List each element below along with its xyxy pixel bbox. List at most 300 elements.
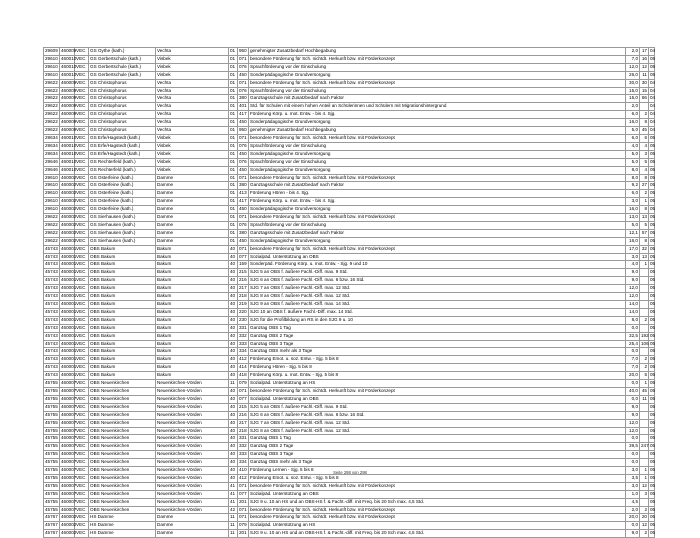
cell-hours: 0,0 [626, 522, 640, 530]
cell-school-id: 29634 [44, 134, 60, 142]
cell-flag: 05 [649, 403, 655, 411]
cell-hours: 17,0 [626, 245, 640, 253]
cell-measure-description: Sonderpädagogische Grundversorgung [249, 237, 626, 245]
cell-flag: 05 [649, 134, 655, 142]
cell-school-id: 45743 [44, 356, 60, 364]
cell-town: Vechta [156, 95, 229, 103]
cell-school-type: 40 [229, 316, 238, 324]
cell-flag: 05 [649, 198, 655, 206]
cell-measure-code: 417 [238, 198, 249, 206]
cell-authority-code: 460001 [60, 332, 75, 340]
cell-flag: 05 [649, 166, 655, 174]
cell-region-code: VEC [75, 451, 89, 459]
cell-flag: 05 [649, 395, 655, 403]
cell-region-code: VEC [75, 435, 89, 443]
cell-school-name: HS Damme [89, 530, 156, 538]
table-row [44, 308, 655, 316]
cell-measure-code: 412 [238, 356, 249, 364]
cell-region-code: VEC [75, 498, 89, 506]
cell-town: Neuenkirchen-Vörden [156, 506, 229, 514]
cell-region-code: VEC [75, 63, 89, 71]
cell-school-name: GS Sierhausen (kath.) [89, 221, 156, 229]
cell-school-id: 29646 [44, 166, 60, 174]
cell-authority-code: 460007 [60, 498, 75, 506]
cell-school-id: 45755 [44, 498, 60, 506]
cell-measure-description: Förderung Emot. u. soz. Entw. - Sjg. 5 bis 8 [249, 474, 626, 482]
cell-authority-code: 460010 [60, 134, 75, 142]
cell-school-type: 01 [229, 182, 238, 190]
cell-school-id: 45755 [44, 403, 60, 411]
cell-hours: 40,0 [626, 387, 640, 395]
cell-flag: 05 [649, 214, 655, 222]
cell-region-code: VEC [75, 482, 89, 490]
table-row [44, 134, 655, 142]
cell-town: Damme [156, 522, 229, 530]
table-row [44, 387, 655, 395]
cell-school-id: 29622 [44, 87, 60, 95]
cell-hours: 3,0 [626, 253, 640, 261]
cell-measure-code: 333 [238, 451, 249, 459]
cell-school-type: 01 [229, 158, 238, 166]
cell-region-code: VEC [75, 142, 89, 150]
cell-region-code: VEC [75, 348, 89, 356]
cell-students: 4 [640, 142, 649, 150]
cell-authority-code: 460001 [60, 316, 75, 324]
cell-school-name: OBS Neuenkirchen [89, 451, 156, 459]
cell-authority-code: 460007 [60, 435, 75, 443]
cell-authority-code: 460010 [60, 55, 75, 63]
cell-school-name: OBS Bakum [89, 285, 156, 293]
cell-town: Bakum [156, 356, 229, 364]
cell-school-name: OBS Bakum [89, 269, 156, 277]
table-row [44, 174, 655, 182]
cell-flag: 05 [649, 71, 655, 79]
cell-measure-description: besondere Förderung für Sch. nichtdt. Herkunft bzw. mit Förderkonzept [249, 482, 626, 490]
cell-town: Damme [156, 514, 229, 522]
cell-town: Visbek [156, 55, 229, 63]
cell-measure-code: 217 [238, 285, 249, 293]
cell-measure-code: 076 [238, 142, 249, 150]
cell-school-id: 45743 [44, 293, 60, 301]
cell-measure-description: Sprachförderung vor der Einschulung [249, 142, 626, 150]
table-row [44, 229, 655, 237]
cell-measure-description: Förderung Körp. u. mot. Entw. - bis 4. Sjg. [249, 198, 626, 206]
cell-flag: 05 [649, 530, 655, 538]
table-row [44, 324, 655, 332]
table-row [44, 55, 655, 63]
cell-town: Neuenkirchen-Vörden [156, 387, 229, 395]
table-row [44, 261, 655, 269]
cell-flag: 05 [649, 482, 655, 490]
cell-measure-description: Sprachförderung vor der Einschulung [249, 158, 626, 166]
cell-school-type: 01 [229, 79, 238, 87]
cell-measure-code: 071 [238, 79, 249, 87]
cell-region-code: VEC [75, 214, 89, 222]
cell-region-code: VEC [75, 356, 89, 364]
table-row [44, 182, 655, 190]
cell-students: 30 [640, 79, 649, 87]
cell-town: Bakum [156, 340, 229, 348]
cell-authority-code: 460009 [60, 95, 75, 103]
cell-measure-description: besondere Förderung für Sch. nichtdt. Herkunft bzw. mit Förderkonzept [249, 134, 626, 142]
table-row [44, 87, 655, 95]
cell-flag: 05 [649, 316, 655, 324]
cell-students: 20 [640, 514, 649, 522]
cell-school-type: 40 [229, 356, 238, 364]
cell-authority-code: 460007 [60, 459, 75, 467]
cell-town: Visbek [156, 150, 229, 158]
cell-authority-code: 460001 [60, 348, 75, 356]
table-row [44, 380, 655, 388]
cell-measure-description: Ganztag OBS 3 Tage [249, 451, 626, 459]
cell-school-name: OBS Bakum [89, 324, 156, 332]
cell-flag: 05 [649, 63, 655, 71]
cell-measure-code: 215 [238, 403, 249, 411]
cell-authority-code: 460009 [60, 87, 75, 95]
cell-school-name: OBS Neuenkirchen [89, 482, 156, 490]
table-row [44, 506, 655, 514]
cell-school-name: OBS Neuenkirchen [89, 419, 156, 427]
cell-school-id: 45743 [44, 348, 60, 356]
cell-measure-code: 410 [238, 467, 249, 475]
cell-hours: 9,0 [626, 530, 640, 538]
cell-hours: 5,0 [626, 150, 640, 158]
cell-measure-description: besondere Förderung für Sch. nichtdt. Herkunft bzw. mit Förderkonzept [249, 55, 626, 63]
cell-students: 6 [640, 134, 649, 142]
cell-town: Visbek [156, 142, 229, 150]
cell-measure-code: 071 [238, 506, 249, 514]
cell-region-code: VEC [75, 103, 89, 111]
cell-school-id: 45743 [44, 308, 60, 316]
cell-measure-description: Ganztagsschule mit Zusatzbedarf nach Faktor [249, 182, 626, 190]
cell-measure-code: 079 [238, 380, 249, 388]
table-row [44, 190, 655, 198]
cell-flag: 04 [649, 127, 655, 135]
cell-town: Damme [156, 190, 229, 198]
cell-region-code: VEC [75, 403, 89, 411]
cell-measure-code: 413 [238, 190, 249, 198]
cell-students: 13 [640, 253, 649, 261]
cell-flag: 05 [649, 293, 655, 301]
table-row [44, 443, 655, 451]
cell-hours: 1,0 [626, 490, 640, 498]
cell-school-name: OBS Neuenkirchen [89, 498, 156, 506]
cell-authority-code: 460001 [60, 364, 75, 372]
cell-measure-description: SJG 9 u. 10 an HS und an OBS-HS f. & Facht.-diff. mit Freq. bis 20 Sch max. 4,5 Std. [249, 498, 626, 506]
cell-school-id: 45755 [44, 411, 60, 419]
cell-measure-description: Sprachförderung vor der Einschulung [249, 87, 626, 95]
cell-town: Neuenkirchen-Vörden [156, 395, 229, 403]
cell-town: Bakum [156, 277, 229, 285]
cell-school-name: OBS Neuenkirchen [89, 403, 156, 411]
cell-school-name: OBS Neuenkirchen [89, 380, 156, 388]
cell-students: 3 [640, 490, 649, 498]
cell-town: Bakum [156, 253, 229, 261]
cell-school-type: 40 [229, 332, 238, 340]
table-row [44, 459, 655, 467]
cell-measure-description: Sonderpädagogische Grundversorgung [249, 150, 626, 158]
table-row [44, 79, 655, 87]
cell-school-type: 40 [229, 364, 238, 372]
cell-students [640, 308, 649, 316]
cell-measure-code: 450 [238, 119, 249, 127]
cell-hours: 16,0 [626, 237, 640, 245]
cell-measure-code: 071 [238, 245, 249, 253]
cell-region-code: VEC [75, 411, 89, 419]
cell-flag: 05 [649, 356, 655, 364]
cell-school-name: OBS Bakum [89, 293, 156, 301]
cell-flag: 05 [649, 261, 655, 269]
cell-authority-code: 460009 [60, 127, 75, 135]
cell-region-code: VEC [75, 324, 89, 332]
cell-measure-description: genehmigter Zusatzbedarf Hochbegabung [249, 48, 626, 56]
cell-measure-code: 216 [238, 277, 249, 285]
table-row [44, 142, 655, 150]
table-row [44, 419, 655, 427]
cell-measure-description: SJG 7 an OBS f. äußere Fachl.-Diff. max. 12 Std. [249, 419, 626, 427]
cell-authority-code: 460009 [60, 103, 75, 111]
cell-town: Bakum [156, 316, 229, 324]
cell-students: 12 [640, 522, 649, 530]
cell-town: Neuenkirchen-Vörden [156, 451, 229, 459]
cell-authority-code: 460002 [60, 530, 75, 538]
cell-flag: 05 [649, 411, 655, 419]
cell-measure-code: 450 [238, 237, 249, 245]
cell-school-id: 45755 [44, 435, 60, 443]
cell-flag: 04 [649, 103, 655, 111]
cell-hours: 16,0 [626, 119, 640, 127]
cell-hours: 2,0 [626, 48, 640, 56]
cell-students [640, 403, 649, 411]
cell-hours: 0,0 [626, 435, 640, 443]
cell-town: Neuenkirchen-Vörden [156, 474, 229, 482]
cell-school-id: 45743 [44, 324, 60, 332]
cell-region-code: VEC [75, 387, 89, 395]
cell-school-id: 29622 [44, 103, 60, 111]
cell-students: 11 [640, 71, 649, 79]
cell-region-code: VEC [75, 530, 89, 538]
cell-measure-description: Ganztag OBS 1 Tag [249, 435, 626, 443]
cell-region-code: VEC [75, 301, 89, 309]
cell-school-type: 01 [229, 134, 238, 142]
cell-hours: 13,0 [626, 214, 640, 222]
table-row [44, 332, 655, 340]
cell-school-name: OBS Bakum [89, 245, 156, 253]
cell-school-name: OBS Bakum [89, 340, 156, 348]
cell-authority-code: 460010 [60, 158, 75, 166]
cell-region-code: VEC [75, 308, 89, 316]
cell-town: Bakum [156, 293, 229, 301]
cell-region-code: VEC [75, 380, 89, 388]
cell-measure-description: SJG 7 an OBS f. äußere Fachl.-Diff. max. 12 Std. [249, 285, 626, 293]
cell-hours: 8,0 [626, 166, 640, 174]
cell-town: Damme [156, 221, 229, 229]
cell-school-id: 29622 [44, 79, 60, 87]
cell-school-name: OBS Neuenkirchen [89, 506, 156, 514]
cell-school-id: 29610 [44, 63, 60, 71]
cell-measure-code: 071 [238, 387, 249, 395]
cell-authority-code: 460001 [60, 245, 75, 253]
cell-authority-code: 460009 [60, 79, 75, 87]
cell-measure-description: Ganztag OBS 1 Tag [249, 324, 626, 332]
cell-measure-description: SJG 6 an OBS f. äußere Fachl.-Diff. max. 6 bzw. 16 Std. [249, 411, 626, 419]
cell-school-name: GS Rechterfeld (kath.) [89, 158, 156, 166]
cell-school-type: 01 [229, 103, 238, 111]
cell-hours: 0,0 [626, 451, 640, 459]
cell-school-type: 40 [229, 285, 238, 293]
cell-measure-description: besondere Förderung für Sch. nichtdt. Herkunft bzw. mit Förderkonzept [249, 387, 626, 395]
cell-town: Damme [156, 174, 229, 182]
cell-school-id: 45743 [44, 253, 60, 261]
cell-school-name: OBS Bakum [89, 372, 156, 380]
cell-school-name: OBS Bakum [89, 301, 156, 309]
cell-students [640, 293, 649, 301]
cell-flag: 05 [649, 324, 655, 332]
cell-school-name: GS Osterfeine (kath.) [89, 182, 156, 190]
cell-authority-code: 460002 [60, 522, 75, 530]
cell-region-code: VEC [75, 150, 89, 158]
cell-measure-description: SJG 10 an OBS f. äußere Fachl.-Diff. max. 14 Std. [249, 308, 626, 316]
cell-school-id: 45755 [44, 467, 60, 475]
cell-school-type: 01 [229, 166, 238, 174]
table-row [44, 474, 655, 482]
cell-measure-description: Ganztag OBS 3 Tage [249, 340, 626, 348]
cell-town: Damme [156, 198, 229, 206]
cell-flag: 05 [649, 498, 655, 506]
cell-school-type: 40 [229, 459, 238, 467]
cell-students: 2 [640, 316, 649, 324]
cell-region-code: VEC [75, 174, 89, 182]
cell-school-id: 45767 [44, 514, 60, 522]
cell-students: 4 [640, 166, 649, 174]
cell-measure-code: 219 [238, 301, 249, 309]
cell-measure-code: 418 [238, 372, 249, 380]
cell-school-type: 01 [229, 142, 238, 150]
cell-students [640, 277, 649, 285]
cell-region-code: VEC [75, 87, 89, 95]
cell-students: 12 [640, 63, 649, 71]
cell-school-id: 45743 [44, 285, 60, 293]
cell-school-type: 01 [229, 237, 238, 245]
cell-students: 15 [640, 87, 649, 95]
cell-measure-code: 071 [238, 514, 249, 522]
cell-measure-description: Förderung Lernen - Sjg. 5 bis 8 [249, 467, 626, 475]
cell-school-name: OBS Bakum [89, 253, 156, 261]
cell-flag: 05 [649, 364, 655, 372]
cell-school-type: 01 [229, 111, 238, 119]
cell-town: Neuenkirchen-Vörden [156, 498, 229, 506]
cell-school-id: 29610 [44, 55, 60, 63]
cell-region-code: VEC [75, 127, 89, 135]
cell-students: 5 [640, 158, 649, 166]
cell-authority-code: 460007 [60, 419, 75, 427]
cell-town: Bakum [156, 285, 229, 293]
cell-school-name: GS Erfe/Hagstedt (kath.) [89, 134, 156, 142]
cell-students: 57 [640, 229, 649, 237]
cell-school-name: GS Osterfeine (kath.) [89, 190, 156, 198]
cell-students [640, 103, 649, 111]
cell-town: Damme [156, 530, 229, 538]
cell-hours: 6,0 [626, 190, 640, 198]
cell-school-type: 40 [229, 443, 238, 451]
cell-school-name: OBS Neuenkirchen [89, 443, 156, 451]
cell-measure-description: Sonderpäd. Förderung Körp. u. mot. Entw. - Sjg. 9 und 10 [249, 261, 626, 269]
cell-measure-description: SJG 5 an OBS f. äußere Fachl.-Diff. max. 9 Std. [249, 269, 626, 277]
cell-students: 2 [640, 111, 649, 119]
cell-town: Visbek [156, 166, 229, 174]
table-row [44, 482, 655, 490]
cell-authority-code: 460002 [60, 229, 75, 237]
cell-measure-code: 076 [238, 63, 249, 71]
cell-town: Bakum [156, 348, 229, 356]
cell-measure-description: SJG 5 an OBS f. äußere Fachl.-Diff. max. 9 Std. [249, 403, 626, 411]
cell-region-code: VEC [75, 372, 89, 380]
cell-hours: 20,0 [626, 372, 640, 380]
cell-school-name: OBS Bakum [89, 277, 156, 285]
table-row [44, 348, 655, 356]
cell-town: Bakum [156, 364, 229, 372]
cell-measure-description: Förderung Hören - Sjg. 5 bis 8 [249, 364, 626, 372]
cell-authority-code: 460001 [60, 301, 75, 309]
cell-flag: 05 [649, 174, 655, 182]
table-row [44, 435, 655, 443]
cell-students: 1 [640, 198, 649, 206]
cell-hours: 5,0 [626, 221, 640, 229]
cell-school-type: 40 [229, 411, 238, 419]
cell-school-type: 42 [229, 506, 238, 514]
cell-hours: 12,0 [626, 419, 640, 427]
cell-measure-code: 412 [238, 474, 249, 482]
cell-measure-description: Ganztagsschule mit Zusatzbedarf nach Faktor [249, 229, 626, 237]
cell-school-type: 40 [229, 245, 238, 253]
cell-authority-code: 460001 [60, 340, 75, 348]
table-row [44, 301, 655, 309]
cell-measure-description: Sonderpädagogische Grundversorgung [249, 166, 626, 174]
cell-school-name: GS Rechterfeld (kath.) [89, 166, 156, 174]
cell-school-name: OBS Bakum [89, 356, 156, 364]
cell-students [640, 348, 649, 356]
cell-flag: 05 [649, 522, 655, 530]
cell-school-type: 40 [229, 293, 238, 301]
cell-school-type: 01 [229, 48, 238, 56]
cell-town: Damme [156, 206, 229, 214]
cell-school-id: 45743 [44, 245, 60, 253]
cell-school-type: 11 [229, 380, 238, 388]
cell-region-code: VEC [75, 364, 89, 372]
cell-school-name: HS Damme [89, 514, 156, 522]
cell-school-name: GS Sierhausen (kath.) [89, 229, 156, 237]
cell-school-type: 40 [229, 340, 238, 348]
cell-authority-code: 460007 [60, 427, 75, 435]
table-row [44, 214, 655, 222]
cell-region-code: VEC [75, 269, 89, 277]
cell-hours: 0,0 [626, 348, 640, 356]
cell-authority-code: 460007 [60, 451, 75, 459]
cell-school-type: 40 [229, 253, 238, 261]
cell-hours: 14,0 [626, 301, 640, 309]
cell-students: 8 [640, 174, 649, 182]
cell-school-type: 01 [229, 95, 238, 103]
cell-measure-description: besondere Förderung für Sch. nichtdt. Herkunft bzw. mit Förderkonzept [249, 214, 626, 222]
cell-measure-description: Förderung Körp. u. mot. Entw. - Sjg. 5 bis 8 [249, 372, 626, 380]
cell-measure-description: SJG 8 an OBS f. äußere Fachl.-Diff. max. 12 Std. [249, 293, 626, 301]
cell-school-id: 45743 [44, 277, 60, 285]
cell-measure-code: 332 [238, 332, 249, 340]
cell-town: Neuenkirchen-Vörden [156, 467, 229, 475]
cell-measure-description: SJG 8 an OBS f. äußere Fachl.-Diff. max. 12 Std. [249, 427, 626, 435]
cell-school-type: 11 [229, 514, 238, 522]
cell-school-type: 01 [229, 198, 238, 206]
